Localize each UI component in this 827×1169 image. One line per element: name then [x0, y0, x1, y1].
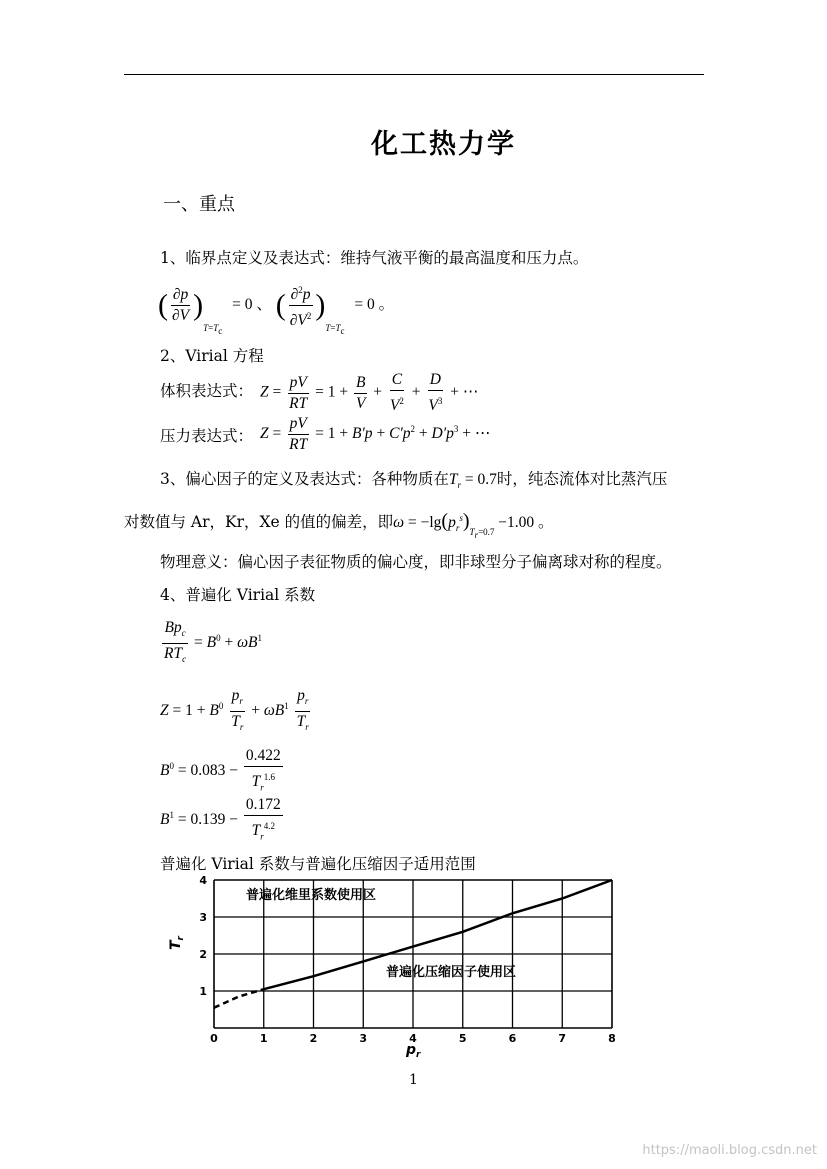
compressibility-region-label: 普遍化压缩因子使用区	[386, 965, 517, 980]
x-tick-label: 7	[558, 1032, 567, 1045]
item-1-text: 1、临界点定义及表达式：维持气液平衡的最高温度和压力点。	[160, 249, 589, 267]
x-tick-label: 3	[359, 1032, 368, 1045]
pressure-virial-equation: Z = $\frac{pV}{RT}$ = $1 + B'p + C'p^2 + D'p^3$ + ⋯	[260, 415, 491, 453]
volume-virial-equation: Z = $\frac{pV}{RT}$ = 1 + $\frac{B}{V}$ + $\frac{C}{V^2}$ + $\frac{D}{V^3}$ + ⋯	[260, 371, 479, 415]
x-tick-label: 2	[309, 1032, 318, 1045]
x-axis-label: $p_r$	[406, 1042, 421, 1060]
physical-meaning: 物理意义：偏心因子表征物质的偏心度，即非球型分子偏离球对称的程度。	[160, 553, 672, 571]
applicability-chart	[168, 872, 628, 1062]
x-tick-label: 6	[508, 1032, 517, 1045]
item-4-text: 4、普遍化 Virial 系数	[160, 586, 316, 604]
header-rule	[124, 74, 704, 75]
critical-point-equations: ( $\frac{\partial p}{\partial V}$ )$_{T=T_c} = 0$ 、 ( $\frac{\partial^2p}{\partial V^2}$ )$_{T=T_c} = 0$ 。	[158, 280, 394, 336]
y-axis-label: $T_r$	[168, 935, 186, 950]
volume-expression-label: 体积表达式：	[160, 382, 254, 400]
x-tick-label: 8	[608, 1032, 616, 1045]
x-tick-label: 0	[210, 1032, 218, 1045]
b1-equation: $B^1 = 0.139$ − $\frac{0.172}{T_r^{4.2}}$	[160, 796, 281, 842]
compressibility-equation: $Z = 1 + B^0$ $\frac{p_r}{T_r}$ + $\omega B^1$ $\frac{p_r}{T_r}$	[160, 687, 309, 733]
virial-coefficient-equation: $\frac{Bp_c}{RT_c}$ = $B^0 + \omega B^1$	[164, 619, 262, 665]
section-heading: 一、重点	[163, 194, 235, 215]
figure-caption: 普遍化 Virial 系数与普遍化压缩因子适用范围	[160, 855, 476, 873]
boundary-line-dashed	[214, 989, 264, 1008]
item-3-line2: 对数值与 Ar，Kr，Xe 的值的偏差，即$\omega = -\lg(p_r^s)_{T_r=0.7} -1.00$ 。	[124, 510, 554, 540]
y-tick-label: 1	[199, 985, 207, 998]
y-tick-label: 3	[199, 911, 207, 924]
item-3-line1: 3、偏心因子的定义及表达式：各种物质在$T_r = 0.7$时，纯态流体对比蒸汽压	[160, 470, 668, 491]
item-2-text: 2、Virial 方程	[160, 347, 264, 365]
y-tick-label: 4	[199, 874, 207, 887]
page-number: 1	[409, 1072, 418, 1088]
x-tick-label: 5	[458, 1032, 467, 1045]
virial-region-label: 普遍化维里系数使用区	[246, 888, 377, 903]
pressure-expression-label: 压力表达式：	[160, 427, 254, 445]
page-title: 化工热力学	[371, 129, 516, 160]
b0-equation: $B^0 = 0.083$ − $\frac{0.422}{T_r^{1.6}}$	[160, 747, 281, 793]
x-tick-label: 4	[409, 1032, 417, 1045]
x-tick-label: 1	[259, 1032, 268, 1045]
watermark: https://maoli.blog.csdn.net	[642, 1143, 817, 1158]
y-tick-label: 2	[199, 948, 207, 961]
